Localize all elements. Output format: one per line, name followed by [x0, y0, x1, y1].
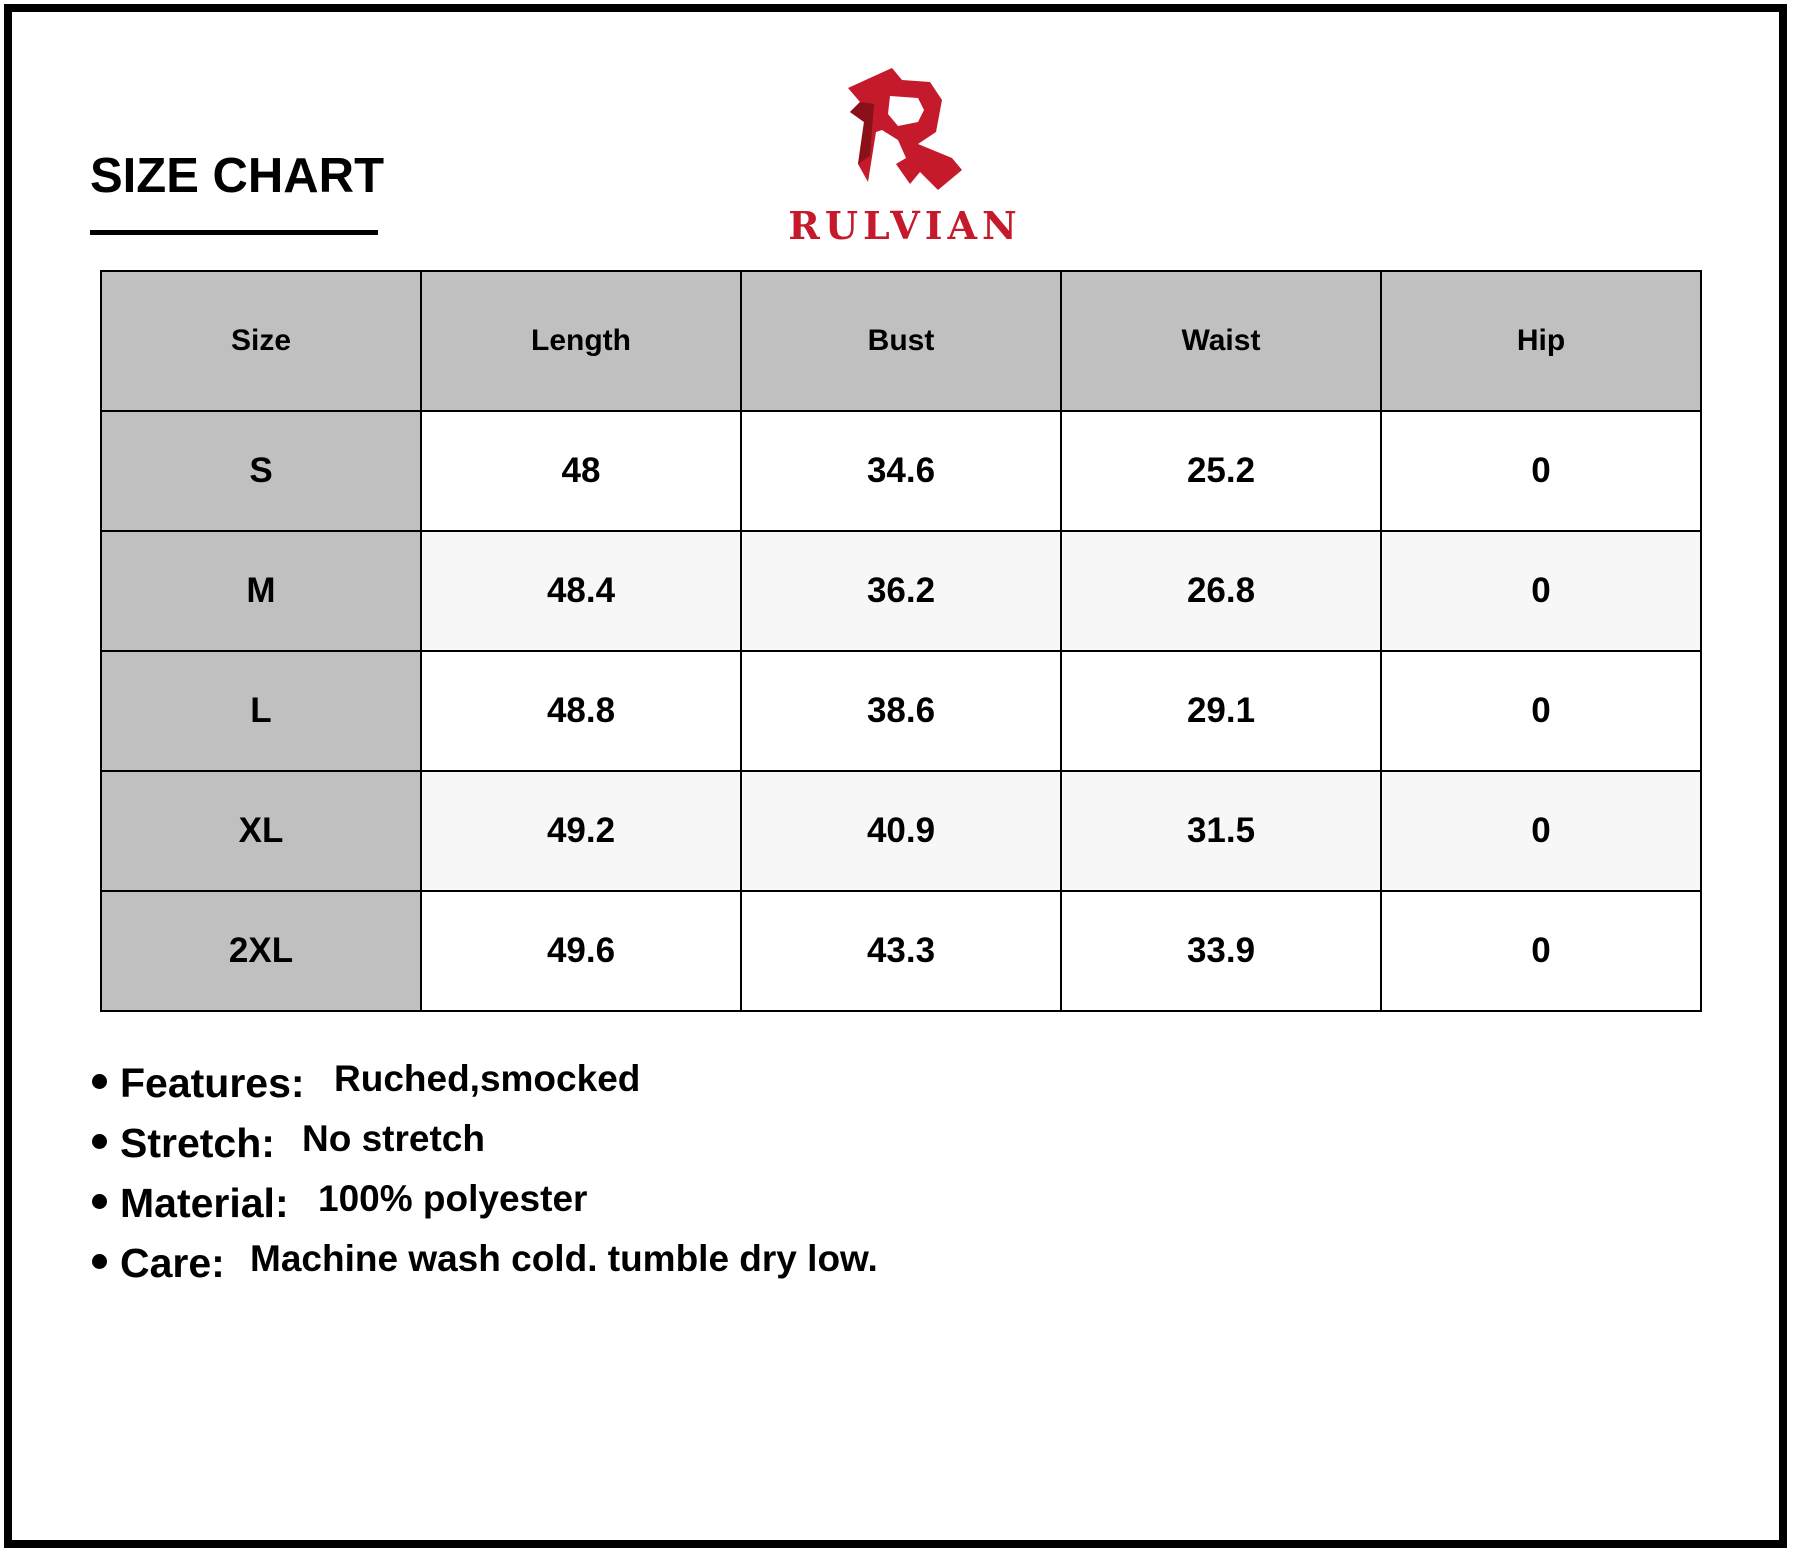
- spec-value: Ruched,smocked: [334, 1058, 641, 1099]
- size-cell: XL: [101, 771, 421, 891]
- bust-cell: 36.2: [741, 531, 1061, 651]
- length-cell: 48.8: [421, 651, 741, 771]
- bullet-icon: [92, 1074, 107, 1089]
- spec-value: 100% polyester: [318, 1178, 588, 1219]
- size-cell: 2XL: [101, 891, 421, 1011]
- hip-cell: 0: [1381, 891, 1701, 1011]
- column-header-bust: Bust: [741, 271, 1061, 411]
- column-header-hip: Hip: [1381, 271, 1701, 411]
- length-cell: 48.4: [421, 531, 741, 651]
- size-cell: S: [101, 411, 421, 531]
- column-header-length: Length: [421, 271, 741, 411]
- waist-cell: 25.2: [1061, 411, 1381, 531]
- spec-label: Material:: [120, 1180, 289, 1226]
- bust-cell: 43.3: [741, 891, 1061, 1011]
- waist-cell: 33.9: [1061, 891, 1381, 1011]
- table-row: [101, 771, 1701, 891]
- size-cell: M: [101, 531, 421, 651]
- waist-cell: 29.1: [1061, 651, 1381, 771]
- length-cell: 48: [421, 411, 741, 531]
- length-cell: 49.2: [421, 771, 741, 891]
- column-header-size: Size: [101, 271, 421, 411]
- hip-cell: 0: [1381, 771, 1701, 891]
- spec-value: Machine wash cold. tumble dry low.: [250, 1238, 878, 1279]
- table-header-row: [101, 271, 1701, 411]
- table-row: [101, 651, 1701, 771]
- spec-label: Features:: [120, 1060, 305, 1106]
- spec-label: Stretch:: [120, 1120, 275, 1166]
- bust-cell: 34.6: [741, 411, 1061, 531]
- rulvian-r-logo-icon: [840, 60, 970, 195]
- table-row: [101, 531, 1701, 651]
- spec-value: No stretch: [302, 1118, 485, 1159]
- bullet-icon: [92, 1134, 107, 1149]
- bullet-icon: [92, 1194, 107, 1209]
- table-row: [101, 411, 1701, 531]
- hip-cell: 0: [1381, 411, 1701, 531]
- brand-logo: [780, 60, 1030, 250]
- page-title: SIZE CHART: [90, 149, 384, 203]
- bust-cell: 40.9: [741, 771, 1061, 891]
- length-cell: 49.6: [421, 891, 741, 1011]
- bullet-icon: [92, 1254, 107, 1269]
- column-header-waist: Waist: [1061, 271, 1381, 411]
- hip-cell: 0: [1381, 531, 1701, 651]
- bust-cell: 38.6: [741, 651, 1061, 771]
- waist-cell: 31.5: [1061, 771, 1381, 891]
- title-underline: [90, 230, 378, 235]
- hip-cell: 0: [1381, 651, 1701, 771]
- size-cell: L: [101, 651, 421, 771]
- table-row: [101, 891, 1701, 1011]
- brand-name: RULVIAN: [788, 203, 1022, 248]
- size-table: [100, 270, 1702, 1012]
- spec-label: Care:: [120, 1240, 225, 1286]
- waist-cell: 26.8: [1061, 531, 1381, 651]
